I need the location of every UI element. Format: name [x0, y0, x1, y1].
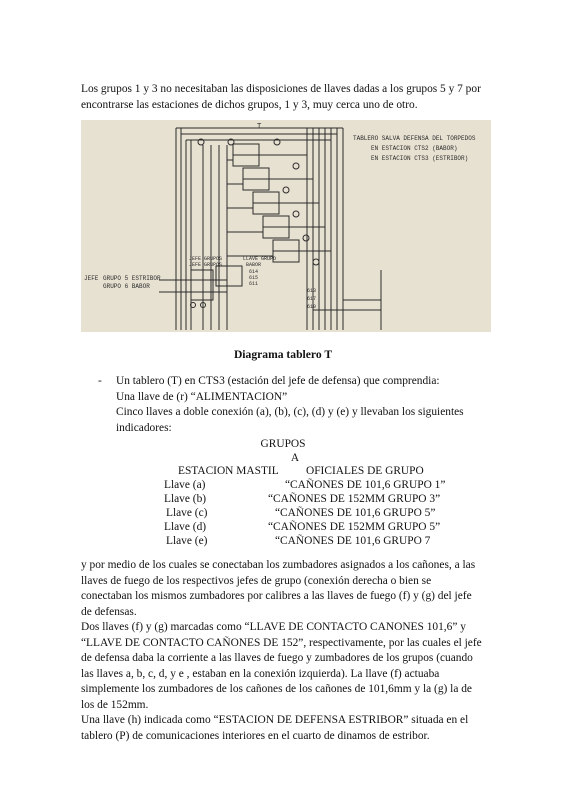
- diagram-drawing: [81, 120, 491, 332]
- table-col-estacion: ESTACION MASTIL: [178, 465, 279, 477]
- diagram-mid-label-1: JEFE GRUPOS: [189, 256, 223, 262]
- wiring-diagram: [81, 120, 491, 332]
- table-row-key: Llave (e): [166, 535, 208, 547]
- diagram-caption: Diagrama tablero T: [233, 348, 333, 361]
- table-row-key: Llave (b): [164, 493, 207, 505]
- diagram-code-2: 615: [249, 275, 259, 281]
- table-col-oficiales: OFICIALES DE GRUPO: [306, 465, 424, 477]
- diagram-code-1: 614: [249, 269, 259, 275]
- bullet-line-4: indicadores:: [116, 421, 172, 434]
- diagram-t-label: T: [257, 123, 262, 130]
- diagram-title-line-1: TABLERO SALVA DEFENSA DEL TORPEDOS: [353, 135, 476, 142]
- body-line: de defensas.: [81, 605, 137, 618]
- bullet-line-3: Cinco llaves a doble conexión (a), (b), (c), (d) y (e) y llevaban los siguientes: [116, 406, 464, 418]
- bullet-line-2: Una llave de (r) “ALIMENTACION”: [116, 390, 288, 403]
- bullet-text: [116, 374, 476, 436]
- body-paragraph: [81, 558, 491, 744]
- body-line: simplemente los zumbadores de los cañones de los cañones de 101,6mm y la (g) la de: [81, 683, 472, 695]
- body-line: y por medio de los cuales se conectaban los zumbadores asignados a los cañones, a las: [81, 559, 476, 571]
- table-row-value: “CAÑONES DE 101,6 GRUPO 5”: [275, 507, 436, 519]
- table-row-key: Llave (a): [164, 479, 206, 491]
- table-header-a: A: [290, 452, 300, 464]
- body-line: conectaban los mismos zumbadores por calibres a las llaves de fuego (f) y (g) del jefe: [81, 590, 472, 602]
- table-row-value: “CAÑONES DE 101,6 GRUPO 1”: [285, 479, 446, 491]
- diagram-code-3: 611: [249, 281, 259, 287]
- diagram-title-line-2: EN ESTACION CTS2 (BABOR): [371, 145, 458, 152]
- intro-paragraph: Los grupos 1 y 3 no necesitaban las disposiciones de llaves dadas a los grupos 5 y 7 por encontrarse las estaciones de dichos grupos, 1 y 3, muy cerca uno de otro.: [81, 83, 481, 111]
- table-row-value: “CAÑONES DE 101,6 GRUPO 7: [275, 535, 431, 547]
- diagram-code-6: 610: [307, 304, 317, 310]
- bullet-dash: -: [98, 375, 102, 387]
- bullet-line-1: Un tablero (T) en CTS3 (estación del jefe de defensa) que comprendia:: [116, 375, 440, 387]
- diagram-code-4: 613: [307, 288, 317, 294]
- body-line: Dos llaves (f) y (g) marcadas como “LLAVE DE CONTACTO CANONES 101,6” y: [81, 621, 466, 633]
- body-line: llaves de fuego de los respectivos jefes de grupo (conexión derecha o bien se: [81, 574, 432, 587]
- body-line: de defensa daba la corriente a las llaves de fuego y zumbadores de los grupos (cuando: [81, 652, 473, 664]
- diagram-title-line-3: EN ESTACION CTS3 (ESTRIBOR): [371, 155, 469, 162]
- table-header-grupos: GRUPOS: [260, 438, 306, 450]
- table-row-key: Llave (d): [164, 521, 207, 533]
- diagram-code-5: 617: [307, 296, 317, 302]
- body-line: los de 152mm.: [81, 698, 149, 711]
- table-row-key: Llave (c): [166, 507, 208, 519]
- diagram-right-label-2: BABOR: [246, 262, 262, 268]
- body-line: las llaves a, b, c, d, y e , estaban en la conexión izquierda). La llave (f) actuaba: [81, 667, 440, 680]
- diagram-mid-label-2: JEFE GRUPOS: [189, 262, 223, 268]
- diagram-left-label-1: JEFE: [84, 275, 99, 282]
- body-line: “LLAVE DE CONTACTO CAÑONES DE 152”, respectivamente, por las cuales el jefe: [81, 636, 482, 649]
- diagram-left-label-2: GRUPO 5 ESTRIBOR: [103, 275, 161, 282]
- diagram-right-label-1: LLAVE GRUPO: [243, 256, 277, 262]
- diagram-left-label-3: GRUPO 6 BABOR: [103, 283, 150, 290]
- table-row-value: “CAÑONES DE 152MM GRUPO 3”: [268, 493, 441, 505]
- body-line: Una llave (h) indicada como “ESTACION DE DEFENSA ESTRIBOR” situada en el: [81, 714, 469, 726]
- body-line: tablero (P) de comunicaciones interiores en el cuarto de dinamos de estribor.: [81, 729, 430, 742]
- table-row-value: “CAÑONES DE 152MM GRUPO 5”: [268, 521, 441, 533]
